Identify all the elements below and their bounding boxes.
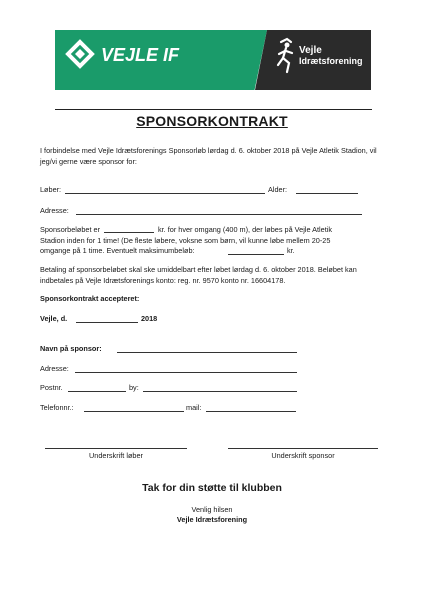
address-label: Adresse: [40,206,69,215]
intro-text: I forbindelse med Vejle Idrætsforenings Sponsorløb lørdag d. 6. oktober 2018 på Vejle Atletik Stadion, vil jeg/vi gerne være sponsor for: [40,146,377,166]
amount-label-b: kr. for hver omgang (400 m), der løbes på Vejle Atletik [158,225,332,234]
sponsor-address-label: Adresse: [40,364,69,373]
payment-text: Betaling af sponsorbeløbet skal ske umiddelbart efter løbet lørdag d. 6. oktober 2018. Beløbet kan indbetales på Vejle Idrætsforenings konto: reg. nr. 9570 konto nr. 16604178. [40,265,357,285]
header-banner [55,30,371,90]
date-prefix: Vejle, d. [40,314,68,323]
amount-line3-b: kr. [287,246,295,255]
banner-graphic [55,30,371,90]
age-label: Alder: [268,185,288,194]
phone-field[interactable] [84,411,184,412]
sponsor-address-field[interactable] [75,372,297,373]
phone-label: Telefonnr.: [40,403,74,412]
right-logo-line2: Idrætsforening [299,56,363,66]
date-year: 2018 [141,314,158,323]
sponsor-name-field[interactable] [117,352,297,353]
closing-org: Vejle Idrætsforening [176,515,248,524]
city-label: by: [129,383,139,392]
amount-label-a: Sponsorbeløbet er [40,225,101,234]
sponsor-name-label: Navn på sponsor: [40,344,102,353]
amount-line3-a: omgange på 1 time. Eventuelt maksimumbeløb: [40,246,195,255]
zip-label: Postnr. [40,383,63,392]
runner-label: Løber: [40,185,62,194]
runner-signature-line[interactable] [45,448,187,449]
sponsor-signature-line[interactable] [228,448,378,449]
age-field[interactable] [296,193,358,194]
runner-field[interactable] [65,193,265,194]
closing-greeting: Venlig hilsen [191,505,233,514]
amount-line2: Stadion inden for 1 time! (De fleste løbere, voksne som børn, vil kunne løbe mellem 20-25 [40,236,331,245]
mail-label: mail: [186,403,202,412]
sponsor-signature-label: Underskrift sponsor [271,451,335,460]
runner-signature-label: Underskrift løber [89,451,143,460]
mail-field[interactable] [206,411,296,412]
amount-per-lap-field[interactable] [104,232,154,233]
page-title: SPONSORKONTRAKT [136,113,288,129]
address-field[interactable] [76,214,362,215]
left-logo-text: VEJLE IF [101,45,180,65]
header-rule [55,109,372,110]
right-logo-line1: Vejle [299,45,322,56]
city-field[interactable] [143,391,297,392]
thanks-heading: Tak for din støtte til klubben [142,482,282,494]
accepted-label: Sponsorkontrakt accepteret: [40,294,140,303]
max-amount-field[interactable] [228,254,284,255]
zip-field[interactable] [68,391,126,392]
date-field[interactable] [76,322,138,323]
